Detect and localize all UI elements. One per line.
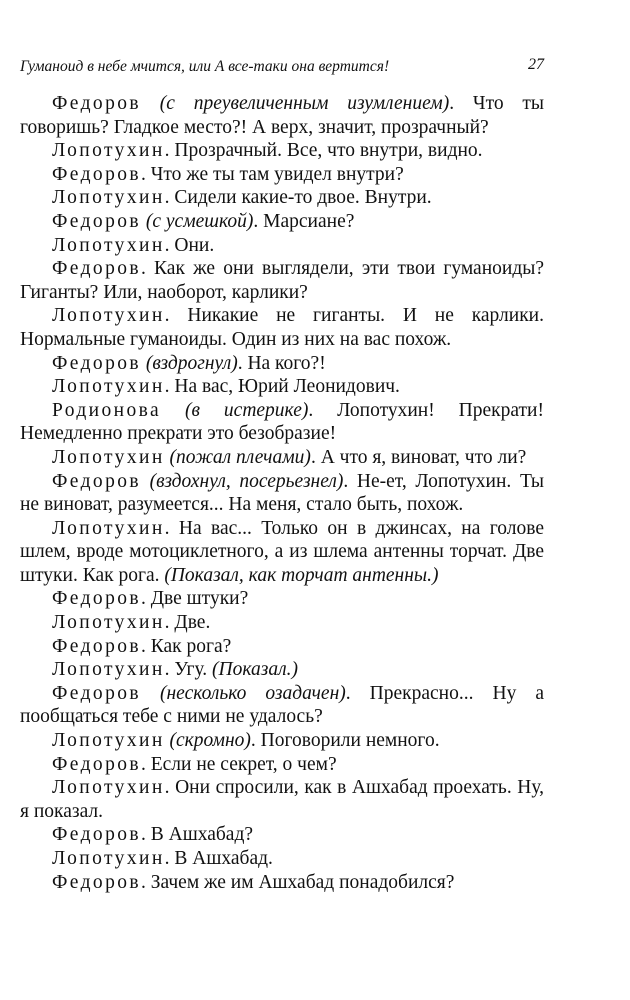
dialogue-text: . В Ашхабад? (140, 824, 254, 846)
stage-direction: (в истерике) (185, 399, 309, 421)
speaker-name: Лопотухин (52, 446, 165, 468)
stage-direction: (вздрогнул) (145, 352, 238, 374)
paragraph (20, 776, 544, 823)
dialogue-text: . Они спросили, как в Ашхабад проехать. Ну, я показал. (20, 777, 544, 822)
stage-direction: (вздохнул, посерьезнел) (149, 470, 344, 492)
paragraph (20, 517, 544, 588)
page-number: 27 (528, 56, 544, 73)
stage-direction: (с усмешкой) (145, 210, 254, 232)
book-page (20, 40, 544, 894)
dialogue-text: . Не-ет, Лопотухин. Ты не виноват, разумеется... На меня, стало быть, похож. (20, 470, 544, 516)
paragraph (20, 611, 544, 635)
dialogue-text: . Если не секрет, о чем? (140, 753, 337, 775)
speaker-name: Лопотухин (52, 730, 165, 752)
dialogue-text: . В Ашхабад. (164, 848, 273, 869)
dialogue-text: . Как же они выглядели, эти твои гуманоиды? Гиганты? Или, наоборот, карлики? (20, 258, 544, 303)
dialogue-text: . Две. (164, 612, 211, 634)
dialogue-text: . Зачем же им Ашхабад понадобился? (140, 871, 455, 893)
speaker-name: Федоров (52, 93, 141, 114)
speaker-name: Лопотухин (52, 376, 165, 398)
stage-direction: (пожал плечами) (169, 446, 311, 468)
speaker-name: Федоров (52, 163, 141, 185)
dialogue-text: . Поговорили немного. (250, 730, 440, 752)
dialogue-text: . Прозрачный. Все, что внутри, видно. (164, 140, 483, 162)
speaker-name: Федоров (52, 470, 141, 492)
play-text (20, 92, 544, 894)
speaker-name: Родионова (52, 399, 162, 421)
stage-direction: (с преувеличенным изумлением) (159, 93, 450, 114)
paragraph (20, 210, 544, 234)
paragraph (20, 234, 544, 258)
speaker-name: Федоров (52, 871, 141, 893)
paragraph (20, 753, 544, 777)
speaker-name: Лопотухин (52, 234, 165, 256)
paragraph (20, 587, 544, 611)
dialogue-text: . Сидели какие-то двое. Внутри. (164, 187, 432, 209)
paragraph (20, 399, 544, 446)
speaker-name: Федоров (52, 753, 141, 775)
speaker-name: Лопотухин (52, 612, 165, 634)
paragraph (20, 446, 544, 470)
speaker-name: Лопотухин (52, 305, 165, 327)
dialogue-text: . Две штуки? (140, 588, 249, 610)
dialogue-text: . Что ты говоришь? Гладкое место?! А верх, значит, прозрачный? (20, 93, 545, 138)
dialogue-text: . Никакие не гиганты. И не карлики. Нормальные гуманоиды. Один из них на вас похож. (20, 305, 544, 350)
dialogue-text: . Они. (164, 234, 215, 256)
running-head (20, 40, 544, 75)
speaker-name: Федоров (52, 824, 141, 846)
stage-direction: (Показал.) (212, 659, 298, 681)
speaker-name: Лопотухин (52, 187, 165, 209)
paragraph (20, 682, 544, 729)
speaker-name: Федоров (52, 588, 141, 610)
stage-direction: (несколько озадачен) (160, 682, 346, 704)
dialogue-text: . На кого?! (237, 352, 326, 374)
speaker-name: Лопотухин (52, 848, 165, 869)
stage-direction: (скромно) (169, 730, 251, 752)
paragraph (20, 163, 544, 187)
paragraph (20, 635, 544, 659)
running-title: Гуманоид в небе мчится, или А все-таки она вертится! (20, 58, 390, 75)
paragraph (20, 375, 544, 399)
dialogue-text: . Как рога? (140, 635, 232, 657)
paragraph (20, 257, 544, 304)
paragraph (20, 470, 544, 517)
stage-direction: (Показал, как торчат антенны.) (164, 564, 439, 586)
paragraph (20, 92, 544, 139)
paragraph (20, 139, 544, 163)
dialogue-text: . А что я, виноват, что ли? (310, 446, 527, 468)
dialogue-text: . На вас, Юрий Леонидович. (164, 376, 400, 398)
dialogue-text: . Марсиане? (253, 210, 355, 232)
paragraph (20, 658, 544, 682)
paragraph (20, 871, 544, 895)
speaker-name: Федоров (52, 258, 141, 280)
dialogue-text: . Угу. (164, 659, 213, 681)
paragraph (20, 823, 544, 847)
paragraph (20, 352, 544, 376)
dialogue-text: . На вас... Только он в джинсах, на голове шлем, вроде мотоциклетного, а из шлема антенны торчат. Две штуки. Как рога. (20, 517, 544, 586)
speaker-name: Лопотухин (52, 777, 165, 799)
speaker-name: Федоров (52, 210, 141, 232)
speaker-name: Лопотухин (52, 140, 165, 162)
paragraph (20, 186, 544, 210)
paragraph (20, 729, 544, 753)
speaker-name: Федоров (52, 352, 141, 374)
dialogue-text: . Лопотухин! Прекрати! Немедленно прекрати это безобразие! (20, 399, 544, 445)
paragraph (20, 847, 544, 871)
dialogue-text: . Прекрасно... Ну а пообщаться тебе с ними не удалось? (20, 682, 545, 728)
speaker-name: Федоров (52, 682, 141, 704)
speaker-name: Федоров (52, 635, 141, 657)
speaker-name: Лопотухин (52, 659, 165, 681)
paragraph (20, 304, 544, 351)
dialogue-text: . Что же ты там увидел внутри? (140, 163, 404, 185)
speaker-name: Лопотухин (52, 517, 165, 539)
